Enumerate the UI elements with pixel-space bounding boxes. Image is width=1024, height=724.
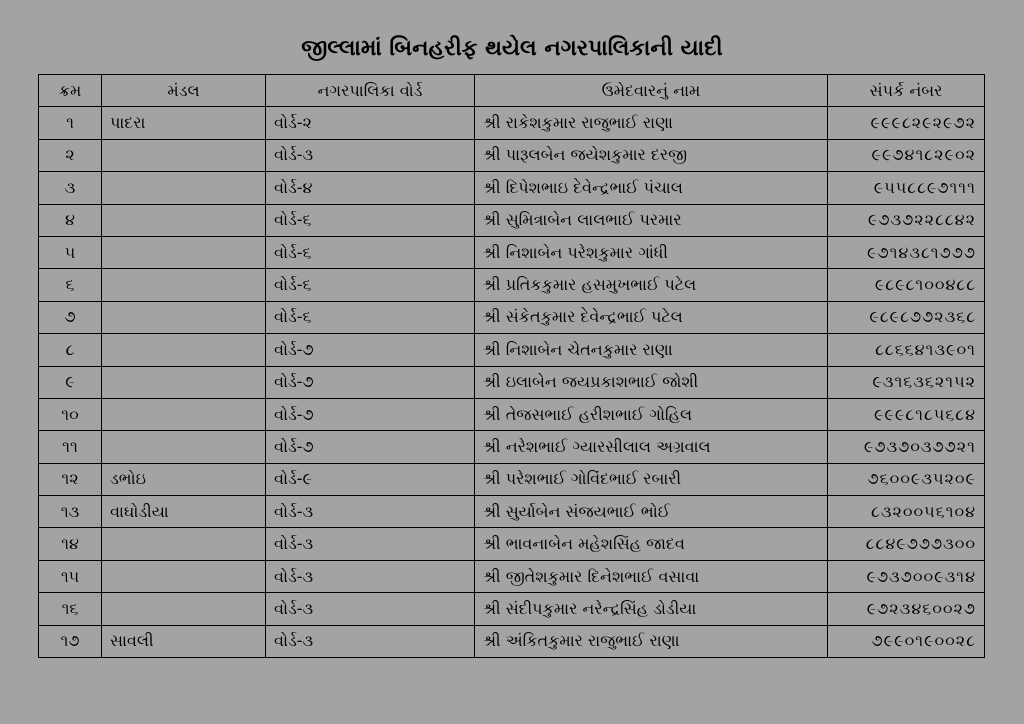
cell-candidate-name: શ્રી નિશાબેન ચેતનકુમાર રાણા bbox=[475, 334, 828, 366]
table-row bbox=[39, 528, 985, 560]
table-row bbox=[39, 593, 985, 625]
cell-no: ૭ bbox=[39, 301, 102, 333]
cell-phone: ૯૮૯૮૧૦૦૪૮૮ bbox=[828, 269, 985, 301]
table-row bbox=[39, 172, 985, 204]
cell-mandal: ડભોઇ bbox=[102, 463, 266, 495]
cell-phone: ૭૬૦૦૯૩૫૨૦૯ bbox=[828, 463, 985, 495]
table-row bbox=[39, 496, 985, 528]
cell-phone: ૮૩૨૦૦૫૬૧૦૪ bbox=[828, 496, 985, 528]
cell-candidate-name: શ્રી રાકેશકુમાર રાજુભાઈ રાણા bbox=[475, 107, 828, 139]
table-row bbox=[39, 625, 985, 657]
cell-no: ૬ bbox=[39, 269, 102, 301]
table-row bbox=[39, 139, 985, 171]
cell-no: ૧૨ bbox=[39, 463, 102, 495]
table-header-row bbox=[39, 75, 985, 107]
cell-mandal bbox=[102, 398, 266, 430]
table-row bbox=[39, 463, 985, 495]
column-header-no: ક્રમ bbox=[39, 75, 102, 107]
cell-mandal bbox=[102, 269, 266, 301]
cell-mandal: વાઘોડીયા bbox=[102, 496, 266, 528]
table-row bbox=[39, 107, 985, 139]
cell-candidate-name: શ્રી જીતેશકુમાર દિનેશભાઈ વસાવા bbox=[475, 560, 828, 592]
cell-candidate-name: શ્રી ઇલાબેન જયપ્રકાશભાઈ જોશી bbox=[475, 366, 828, 398]
cell-ward: વોર્ડ-૭ bbox=[266, 366, 475, 398]
cell-ward: વોર્ડ-૬ bbox=[266, 204, 475, 236]
table-row bbox=[39, 560, 985, 592]
table-row bbox=[39, 398, 985, 430]
cell-mandal: સાવલી bbox=[102, 625, 266, 657]
cell-ward: વોર્ડ-૭ bbox=[266, 398, 475, 430]
cell-ward: વોર્ડ-૬ bbox=[266, 269, 475, 301]
table-row bbox=[39, 301, 985, 333]
cell-ward: વોર્ડ-૭ bbox=[266, 334, 475, 366]
cell-phone: ૮૮૬૬૪૧૩૯૦૧ bbox=[828, 334, 985, 366]
cell-mandal bbox=[102, 204, 266, 236]
cell-phone: ૯૯૯૮૧૮૫૬૮૪ bbox=[828, 398, 985, 430]
cell-ward: વોર્ડ-૭ bbox=[266, 431, 475, 463]
cell-phone: ૯૭૨૩૪૬૦૦૨૭ bbox=[828, 593, 985, 625]
cell-phone: ૯૯૯૮૨૯૨૯૭૨ bbox=[828, 107, 985, 139]
cell-candidate-name: શ્રી નિશાબેન પરેશકુમાર ગાંધી bbox=[475, 236, 828, 268]
cell-no: ૩ bbox=[39, 172, 102, 204]
column-header-phone: સંપર્ક નંબર bbox=[828, 75, 985, 107]
cell-mandal bbox=[102, 334, 266, 366]
table-row bbox=[39, 431, 985, 463]
cell-no: ૪ bbox=[39, 204, 102, 236]
cell-ward: વોર્ડ-૩ bbox=[266, 560, 475, 592]
page-title: જીલ્લામાં બિનહરીફ થયેલ નગરપાલિકાની યાદી bbox=[301, 36, 723, 61]
cell-phone: ૯૭૩૭૨૨૮૮૪૨ bbox=[828, 204, 985, 236]
cell-ward: વોર્ડ-૨ bbox=[266, 107, 475, 139]
cell-phone: ૯૫૫૮૮૯૭૧૧૧ bbox=[828, 172, 985, 204]
table-body bbox=[39, 107, 985, 658]
cell-no: ૧૪ bbox=[39, 528, 102, 560]
cell-no: ૯ bbox=[39, 366, 102, 398]
cell-mandal bbox=[102, 431, 266, 463]
candidates-table bbox=[38, 74, 985, 658]
cell-no: ૧૬ bbox=[39, 593, 102, 625]
cell-no: ૨ bbox=[39, 139, 102, 171]
cell-ward: વોર્ડ-૯ bbox=[266, 463, 475, 495]
cell-phone: ૯૩૧૬૩૬૨૧૫૨ bbox=[828, 366, 985, 398]
cell-no: ૧૧ bbox=[39, 431, 102, 463]
table-row bbox=[39, 366, 985, 398]
cell-phone: ૯૭૩૭૦૩૭૭૨૧ bbox=[828, 431, 985, 463]
cell-no: ૧ bbox=[39, 107, 102, 139]
cell-mandal bbox=[102, 236, 266, 268]
cell-ward: વોર્ડ-૩ bbox=[266, 593, 475, 625]
cell-ward: વોર્ડ-૬ bbox=[266, 236, 475, 268]
cell-mandal bbox=[102, 560, 266, 592]
column-header-name: ઉમેદવારનું નામ bbox=[475, 75, 828, 107]
cell-no: ૫ bbox=[39, 236, 102, 268]
cell-candidate-name: શ્રી પરેશભાઈ ગોવિંદભાઈ રબારી bbox=[475, 463, 828, 495]
cell-candidate-name: શ્રી ભાવનાબેન મહેશસિંહ જાદવ bbox=[475, 528, 828, 560]
cell-ward: વોર્ડ-૩ bbox=[266, 139, 475, 171]
cell-ward: વોર્ડ-૪ bbox=[266, 172, 475, 204]
cell-phone: ૯૮૯૮૭૭૨૩૬૮ bbox=[828, 301, 985, 333]
cell-candidate-name: શ્રી સંકેતકુમાર દેવેન્દ્રભાઈ પટેલ bbox=[475, 301, 828, 333]
cell-mandal bbox=[102, 301, 266, 333]
cell-candidate-name: શ્રી નરેશભાઈ ગ્યારસીલાલ અગ્રવાલ bbox=[475, 431, 828, 463]
cell-no: ૧૫ bbox=[39, 560, 102, 592]
cell-phone: ૭૯૯૦૧૯૦૦૨૮ bbox=[828, 625, 985, 657]
cell-mandal bbox=[102, 139, 266, 171]
cell-mandal bbox=[102, 593, 266, 625]
cell-ward: વોર્ડ-૩ bbox=[266, 496, 475, 528]
cell-phone: ૯૯૭૪૧૮૨૯૦૨ bbox=[828, 139, 985, 171]
cell-candidate-name: શ્રી દિપેશભાઇ દેવેન્દ્રભાઈ પંચાલ bbox=[475, 172, 828, 204]
cell-ward: વોર્ડ-૩ bbox=[266, 625, 475, 657]
cell-phone: ૯૭૩૭૦૦૯૩૧૪ bbox=[828, 560, 985, 592]
column-header-ward: નગરપાલિકા વોર્ડ bbox=[266, 75, 475, 107]
cell-candidate-name: શ્રી સુર્યાબેન સંજયભાઈ ભોઈ bbox=[475, 496, 828, 528]
cell-phone: ૯૭૧૪૩૮૧૭૭૭ bbox=[828, 236, 985, 268]
cell-no: ૮ bbox=[39, 334, 102, 366]
cell-mandal bbox=[102, 172, 266, 204]
table-row bbox=[39, 334, 985, 366]
cell-no: ૧૭ bbox=[39, 625, 102, 657]
cell-ward: વોર્ડ-૬ bbox=[266, 301, 475, 333]
cell-candidate-name: શ્રી તેજસભાઈ હરીશભાઈ ગોહિલ bbox=[475, 398, 828, 430]
cell-ward: વોર્ડ-૩ bbox=[266, 528, 475, 560]
table-row bbox=[39, 269, 985, 301]
cell-no: ૧૦ bbox=[39, 398, 102, 430]
column-header-mandal: મંડલ bbox=[102, 75, 266, 107]
table-row bbox=[39, 236, 985, 268]
cell-phone: ૮૮૪૯૭૭૭૩૦૦ bbox=[828, 528, 985, 560]
cell-mandal bbox=[102, 366, 266, 398]
table-row bbox=[39, 204, 985, 236]
cell-candidate-name: શ્રી અંકિતકુમાર રાજુભાઈ રાણા bbox=[475, 625, 828, 657]
cell-no: ૧૩ bbox=[39, 496, 102, 528]
cell-candidate-name: શ્રી સુમિત્રાબેન લાલભાઈ પરમાર bbox=[475, 204, 828, 236]
cell-mandal: પાદરા bbox=[102, 107, 266, 139]
cell-candidate-name: શ્રી પારૂલબેન જયેશકુમાર દરજી bbox=[475, 139, 828, 171]
cell-candidate-name: શ્રી સંદીપકુમાર નરેન્દ્રસિંહ ડોડીયા bbox=[475, 593, 828, 625]
cell-candidate-name: શ્રી પ્રતિકકુમાર હસમુખભાઈ પટેલ bbox=[475, 269, 828, 301]
cell-mandal bbox=[102, 528, 266, 560]
